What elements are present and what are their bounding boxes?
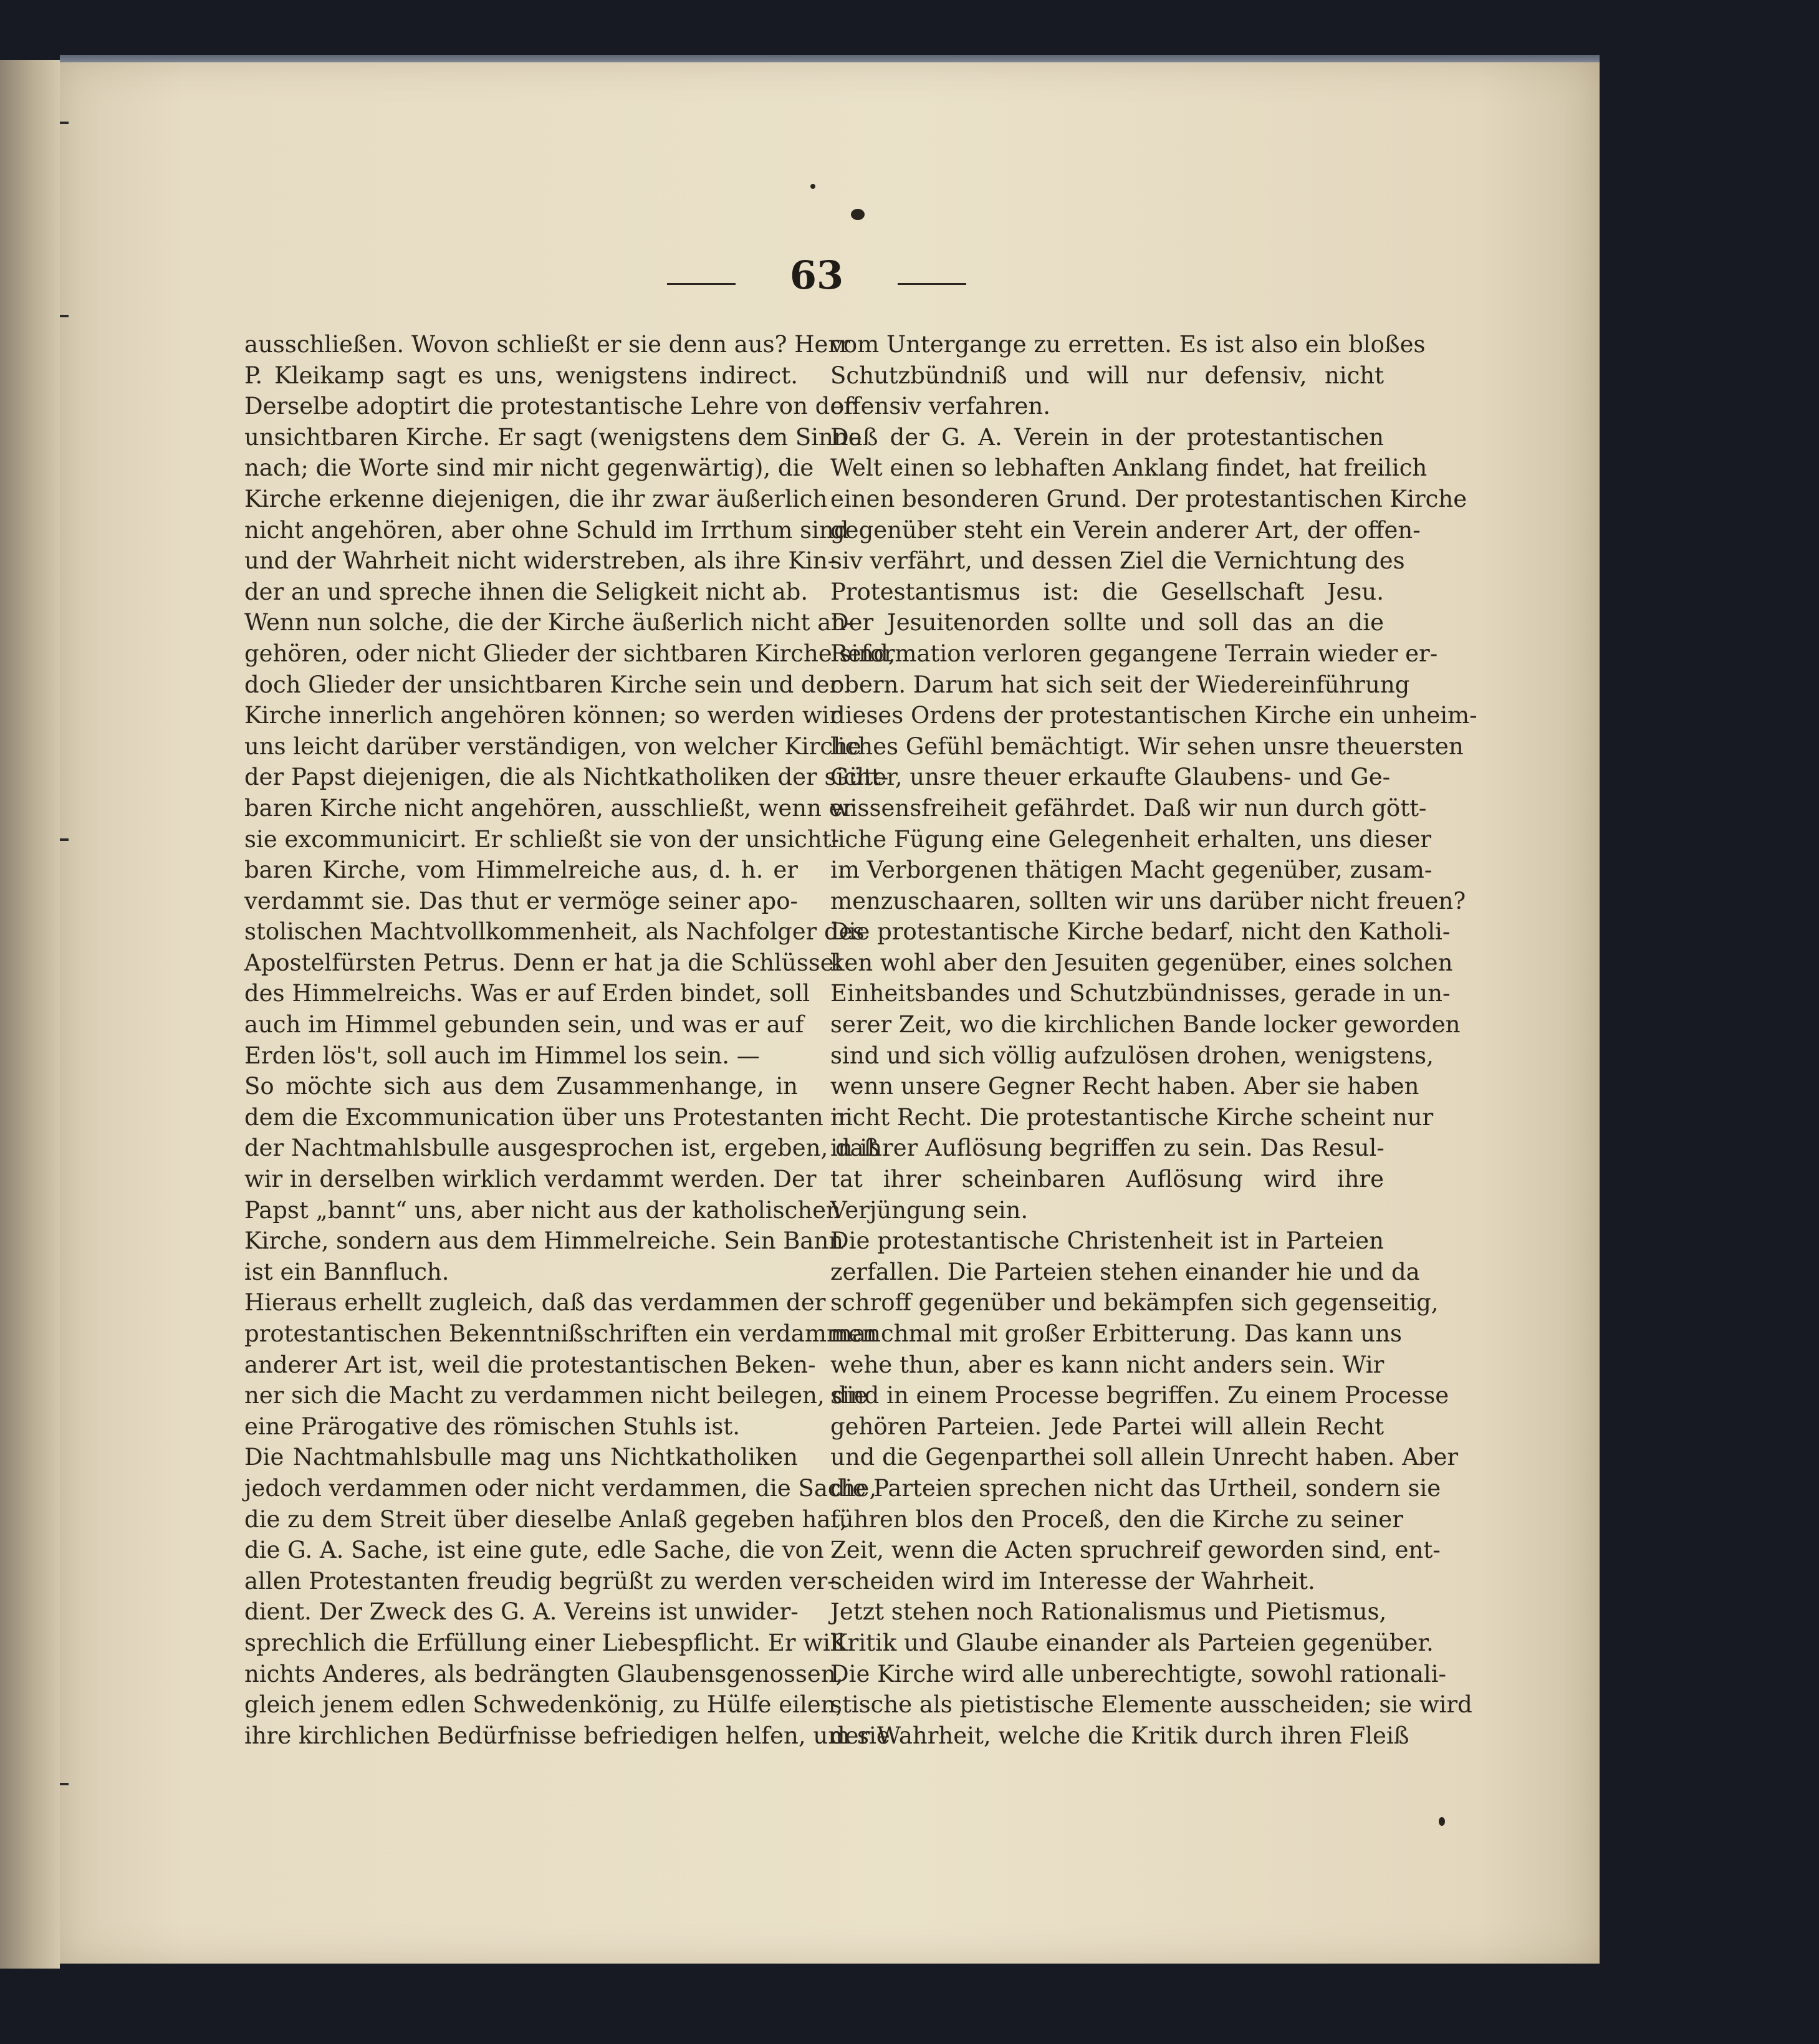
text-column-right bbox=[830, 329, 1477, 1769]
text-line: liche Fügung eine Gelegenheit erhalten, uns dieser bbox=[830, 825, 1431, 853]
text-line: stolischen Machtvollkommenheit, als Nachfolger des bbox=[244, 918, 865, 946]
text-line: einen besonderen Grund. Der protestantischen Kirche bbox=[830, 485, 1467, 512]
text-line: ken wohl aber den Jesuiten gegenüber, eines solchen bbox=[830, 949, 1453, 976]
ink-spot bbox=[810, 184, 815, 189]
text-line: schroff gegenüber und bekämpfen sich gegenseitig, bbox=[830, 1289, 1439, 1317]
text-line: offensiv verfahren. bbox=[830, 393, 1051, 420]
text-line: Verjüngung sein. bbox=[830, 1196, 1029, 1224]
text-line: Welt einen so lebhaften Anklang findet, hat freilich bbox=[830, 454, 1428, 482]
text-line: nicht angehören, aber ohne Schuld im Irrthum sind bbox=[244, 516, 849, 544]
text-line: Wenn nun solche, die der Kirche äußerlich nicht an- bbox=[244, 609, 854, 636]
text-line: Derselbe adoptirt die protestantische Lehre von der bbox=[244, 393, 855, 420]
text-line: allen Protestanten freudig begrüßt zu werden ver- bbox=[244, 1567, 835, 1595]
text-line: nach; die Worte sind mir nicht gegenwärtig), die bbox=[244, 454, 814, 482]
text-line: serer Zeit, wo die kirchlichen Bande locker geworden bbox=[830, 1011, 1461, 1039]
text-line: protestantischen Bekenntnißschriften ein verdammen bbox=[244, 1320, 877, 1347]
text-line: Die protestantische Christenheit ist in Parteien bbox=[830, 1227, 1384, 1255]
text-line: anderer Art ist, weil die protestantischen Beken- bbox=[244, 1351, 816, 1378]
text-line: wissensfreiheit gefährdet. Daß wir nun durch gött- bbox=[830, 794, 1427, 822]
text-line: siv verfährt, und dessen Ziel die Vernichtung des bbox=[830, 547, 1405, 575]
text-line: Einheitsbandes und Schutzbündnisses, gerade in un- bbox=[830, 980, 1451, 1007]
text-line: ner sich die Macht zu verdammen nicht beilegen, die bbox=[244, 1382, 868, 1409]
text-line: gehören, oder nicht Glieder der sichtbaren Kirche sind, bbox=[244, 640, 896, 667]
text-line: Apostelfürsten Petrus. Denn er hat ja die Schlüssel bbox=[244, 949, 842, 976]
text-line: Die Nachtmahlsbulle mag uns Nichtkatholiken bbox=[244, 1444, 798, 1471]
text-line: jedoch verdammen oder nicht verdammen, die Sache, bbox=[244, 1474, 877, 1502]
text-line: dieses Ordens der protestantischen Kirche ein unheim- bbox=[830, 702, 1477, 729]
text-line: Protestantismus ist: die Gesellschaft Jesu. bbox=[830, 578, 1384, 605]
text-line: nicht Recht. Die protestantische Kirche scheint nur bbox=[830, 1103, 1434, 1131]
text-line: stische als pietistische Elemente ausscheiden; sie wird bbox=[830, 1691, 1472, 1719]
text-line: Jetzt stehen noch Rationalismus und Pietismus, bbox=[830, 1598, 1387, 1626]
text-line: Reformation verloren gegangene Terrain wieder er- bbox=[830, 640, 1438, 667]
text-line: verdammt sie. Das thut er vermöge seiner apo- bbox=[244, 887, 798, 914]
text-line: sind in einem Processe begriffen. Zu einem Processe bbox=[830, 1382, 1449, 1409]
text-line: sind und sich völlig aufzulösen drohen, wenigstens, bbox=[830, 1042, 1434, 1069]
text-line: Daß der G. A. Verein in der protestantischen bbox=[830, 423, 1384, 451]
text-line: gehören Parteien. Jede Partei will allein Recht bbox=[830, 1413, 1384, 1440]
facing-page-edge bbox=[0, 60, 60, 1969]
text-line: wenn unsere Gegner Recht haben. Aber sie haben bbox=[830, 1073, 1419, 1100]
text-line: unsichtbaren Kirche. Er sagt (wenigstens dem Sinne bbox=[244, 423, 862, 451]
text-line: vom Untergange zu erretten. Es ist also ein bloßes bbox=[830, 331, 1426, 358]
text-line: der Nachtmahlsbulle ausgesprochen ist, ergeben, daß bbox=[244, 1135, 880, 1162]
text-line: Die protestantische Kirche bedarf, nicht den Katholi- bbox=[830, 918, 1451, 946]
text-line: ausschließen. Wovon schließt er sie denn aus? Herr bbox=[244, 331, 850, 358]
text-line: tat ihrer scheinbaren Auflösung wird ihre bbox=[830, 1166, 1384, 1193]
text-line: nichts Anderes, als bedrängten Glaubensgenossen, bbox=[244, 1660, 843, 1687]
text-line: Kirche, sondern aus dem Himmelreiche. Sein Bann bbox=[244, 1227, 844, 1255]
text-line: scheiden wird im Interesse der Wahrheit. bbox=[830, 1567, 1315, 1595]
text-line: eine Prärogative des römischen Stuhls ist. bbox=[244, 1413, 740, 1440]
text-line: der Papst diejenigen, die als Nichtkatholiken der sicht- bbox=[244, 764, 889, 791]
text-line: manchmal mit großer Erbitterung. Das kann uns bbox=[830, 1320, 1402, 1347]
text-line: der Wahrheit, welche die Kritik durch ihren Fleiß bbox=[830, 1722, 1409, 1749]
text-line: im Verborgenen thätigen Macht gegenüber, zusam- bbox=[830, 856, 1433, 884]
text-line: Zeit, wenn die Acten spruchreif geworden sind, ent- bbox=[830, 1537, 1441, 1564]
text-line: liches Gefühl bemächtigt. Wir sehen unsre theuersten bbox=[830, 732, 1464, 760]
text-line: obern. Darum hat sich seit der Wiedereinführung bbox=[830, 671, 1410, 698]
text-line: sprechlich die Erfüllung einer Liebespflicht. Er will bbox=[244, 1629, 845, 1656]
text-line: des Himmelreichs. Was er auf Erden bindet, soll bbox=[244, 980, 810, 1007]
text-line: Papst „bannt“ uns, aber nicht aus der katholischen bbox=[244, 1196, 841, 1224]
text-line: dem die Excommunication über uns Protestanten in bbox=[244, 1103, 853, 1131]
text-line: doch Glieder der unsichtbaren Kirche sein und der bbox=[244, 671, 841, 698]
margin-mark bbox=[60, 838, 69, 841]
text-line: Schutzbündniß und will nur defensiv, nicht bbox=[830, 362, 1384, 389]
text-line: baren Kirche nicht angehören, ausschließt, wenn er bbox=[244, 794, 854, 822]
text-line: Kirche innerlich angehören können; so werden wir bbox=[244, 702, 841, 729]
text-line: die Parteien sprechen nicht das Urtheil, sondern sie bbox=[830, 1474, 1441, 1502]
text-line: ist ein Bannfluch. bbox=[244, 1258, 449, 1285]
text-line: gegenüber steht ein Verein anderer Art, der offen- bbox=[830, 516, 1421, 544]
text-line: die G. A. Sache, ist eine gute, edle Sache, die von bbox=[244, 1537, 824, 1564]
text-line: Kirche erkenne diejenigen, die ihr zwar äußerlich bbox=[244, 485, 828, 512]
text-line: zerfallen. Die Parteien stehen einander hie und da bbox=[830, 1258, 1420, 1285]
header-rule-right bbox=[898, 283, 966, 285]
text-line: und der Wahrheit nicht widerstreben, als ihre Kin- bbox=[244, 547, 836, 575]
text-column-left bbox=[244, 329, 896, 1769]
text-line: in ihrer Auflösung begriffen zu sein. Das Resul- bbox=[830, 1135, 1385, 1162]
text-line: Die Kirche wird alle unberechtigte, sowohl rationali- bbox=[830, 1660, 1447, 1687]
text-line: menzuschaaren, sollten wir uns darüber nicht freuen? bbox=[830, 887, 1466, 914]
text-line: Hieraus erhellt zugleich, daß das verdammen der bbox=[244, 1289, 826, 1317]
margin-mark bbox=[60, 122, 69, 124]
text-line: der an und spreche ihnen die Seligkeit nicht ab. bbox=[244, 578, 809, 605]
text-line: gleich jenem edlen Schwedenkönig, zu Hülfe eilen, bbox=[244, 1691, 843, 1719]
text-line: Kritik und Glaube einander als Parteien gegenüber. bbox=[830, 1629, 1434, 1656]
text-line: führen blos den Proceß, den die Kirche zu seiner bbox=[830, 1505, 1403, 1533]
page-number: 63 bbox=[789, 252, 844, 298]
ink-spot bbox=[851, 209, 865, 220]
text-line: wehe thun, aber es kann nicht anders sein. Wir bbox=[830, 1351, 1385, 1378]
text-line: und die Gegenparthei soll allein Unrecht haben. Aber bbox=[830, 1444, 1459, 1471]
text-line: dient. Der Zweck des G. A. Vereins ist unwider- bbox=[244, 1598, 799, 1626]
page-header bbox=[667, 252, 966, 309]
margin-mark bbox=[60, 1783, 69, 1785]
text-line: P. Kleikamp sagt es uns, wenigstens indirect. bbox=[244, 362, 798, 389]
margin-mark bbox=[60, 315, 69, 317]
text-line: ihre kirchlichen Bedürfnisse befriedigen helfen, um sie bbox=[244, 1722, 890, 1749]
text-line: sie excommunicirt. Er schließt sie von der unsicht- bbox=[244, 825, 840, 853]
text-line: uns leicht darüber verständigen, von welcher Kirche bbox=[244, 732, 862, 760]
text-line: Der Jesuitenorden sollte und soll das an die bbox=[830, 609, 1384, 636]
text-line: Erden lös't, soll auch im Himmel los sein. — bbox=[244, 1042, 760, 1069]
text-line: baren Kirche, vom Himmelreiche aus, d. h. er bbox=[244, 856, 798, 884]
text-line: die zu dem Streit über dieselbe Anlaß gegeben hat, bbox=[244, 1505, 848, 1533]
text-line: Güter, unsre theuer erkaufte Glaubens- und Ge- bbox=[830, 764, 1391, 791]
ink-spot bbox=[1439, 1817, 1445, 1826]
text-line: auch im Himmel gebunden sein, und was er auf bbox=[244, 1011, 804, 1039]
text-line: wir in derselben wirklich verdammt werden. Der bbox=[244, 1166, 817, 1193]
text-line: So möchte sich aus dem Zusammenhange, in bbox=[244, 1073, 798, 1100]
